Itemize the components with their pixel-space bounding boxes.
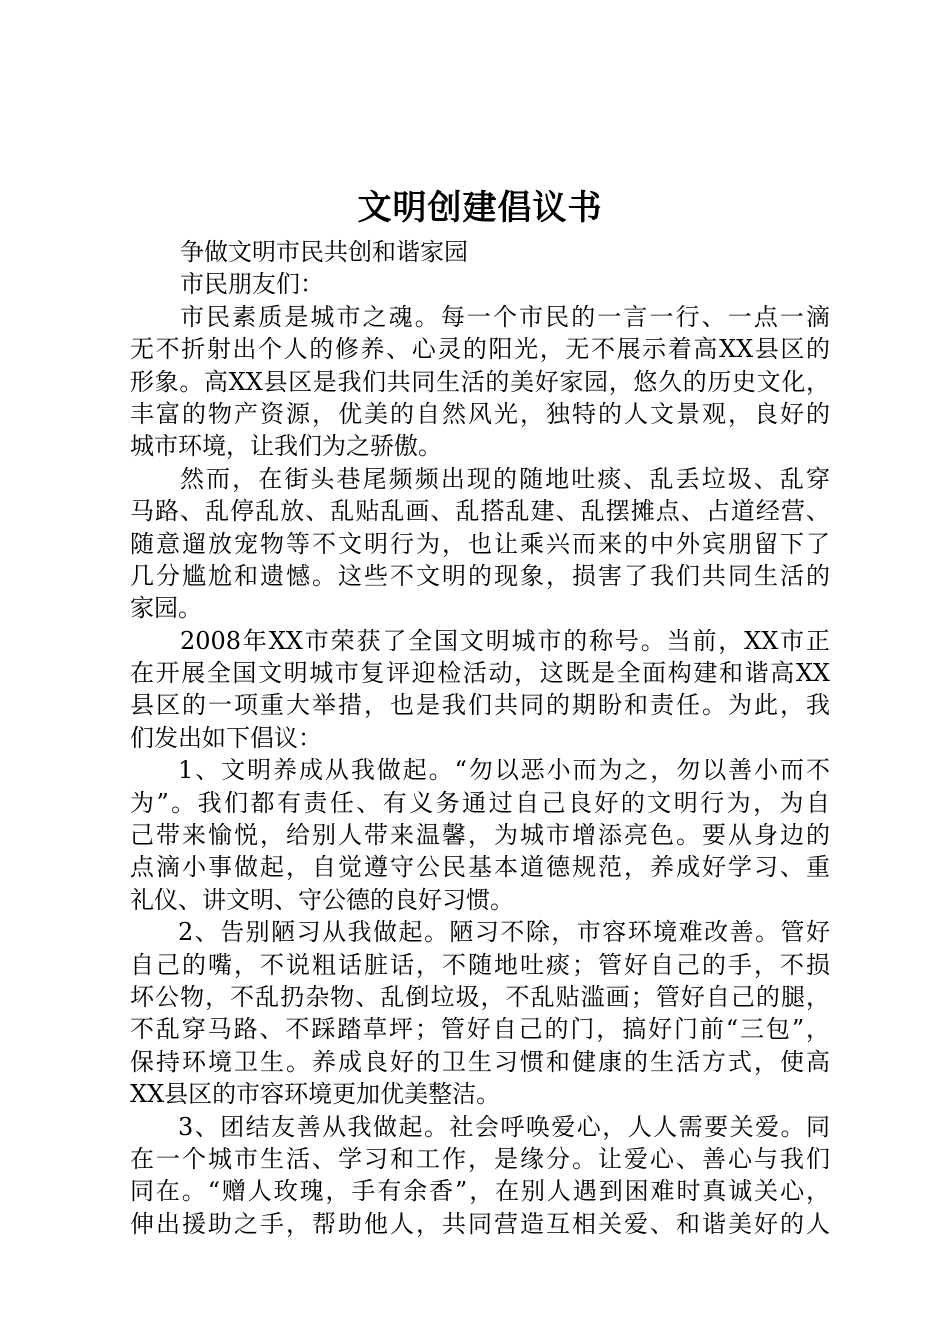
paragraph-line: 伸出援助之手，帮助他人，共同营造互相关爱、和谐美好的人 [130,1209,830,1238]
paragraph-line: 不乱穿马路、不踩踏草坪；管好自己的门，搞好门前“三包”， [130,1015,830,1044]
paragraph-line: 1、文明养成从我做起。“勿以恶小而为之，勿以善小而不 [178,756,830,785]
paragraph-line: 城市环境，让我们为之骄傲。 [130,432,442,461]
paragraph-line: 3、团结友善从我做起。社会呼唤爱心，人人需要关爱。同 [178,1112,830,1141]
paragraph-line: 形象。高XX县区是我们共同生活的美好家园，悠久的历史文化， [130,367,830,396]
paragraph-line: 县区的一项重大举措，也是我们共同的期盼和责任。为此，我 [130,691,830,720]
document-title: 文明创建倡议书 [357,188,603,228]
paragraph-line: 随意遛放宠物等不文明行为，也让乘兴而来的中外宾朋留下了 [130,529,830,558]
paragraph-line: 们发出如下倡议： [130,723,322,752]
paragraph-line: 点滴小事做起，自觉遵守公民基本道德规范，养成好学习、重 [130,853,830,882]
paragraph-line: 2、告别陋习从我做起。陋习不除，市容环境难改善。管好 [178,918,830,947]
paragraph-line: 己带来愉悦，给别人带来温馨，为城市增添亮色。要从身边的 [130,821,830,850]
paragraph-line: 礼仪、讲文明、守公德的良好习惯。 [130,885,514,914]
document-body [130,236,830,1240]
paragraph-line: 马路、乱停乱放、乱贴乱画、乱搭乱建、乱摆摊点、占道经营、 [130,497,830,526]
paragraph-line: 为”。我们都有责任、有义务通过自己良好的文明行为，为自 [130,788,830,817]
salutation-line: 市民朋友们： [180,270,324,299]
paragraph-line: 2008年XX市荣获了全国文明城市的称号。当前，XX市正 [180,626,830,655]
subtitle-line: 争做文明市民共创和谐家园 [180,238,468,266]
paragraph-line: 市民素质是城市之魂。每一个市民的一言一行、一点一滴 [180,302,830,331]
paragraph-line: 然而，在街头巷尾频频出现的随地吐痰、乱丢垃圾、乱穿 [180,464,830,493]
paragraph-line: 无不折射出个人的修养、心灵的阳光，无不展示着高XX县区的 [130,335,830,364]
paragraph-line: 坏公物，不乱扔杂物、乱倒垃圾，不乱贴滥画；管好自己的腿， [130,982,830,1011]
paragraph-line: 在一个城市生活、学习和工作，是缘分。让爱心、善心与我们 [130,1144,830,1173]
paragraph-line: 保持环境卫生。养成良好的卫生习惯和健康的生活方式，使高 [130,1047,830,1076]
paragraph-line: XX县区的市容环境更加优美整洁。 [130,1080,501,1109]
paragraph-line: 几分尴尬和遗憾。这些不文明的现象，损害了我们共同生活的 [130,561,830,590]
paragraph-line: 同在。“赠人玫瑰，手有余香”，在别人遇到困难时真诚关心， [130,1177,830,1206]
paragraph-line: 在开展全国文明城市复评迎检活动，这既是全面构建和谐高XX [130,659,830,688]
paragraph-line: 家园。 [130,594,202,623]
paragraph-line: 自己的嘴，不说粗话脏话，不随地吐痰；管好自己的手，不损 [130,950,830,979]
paragraph-line: 丰富的物产资源，优美的自然风光，独特的人文景观，良好的 [130,399,830,428]
